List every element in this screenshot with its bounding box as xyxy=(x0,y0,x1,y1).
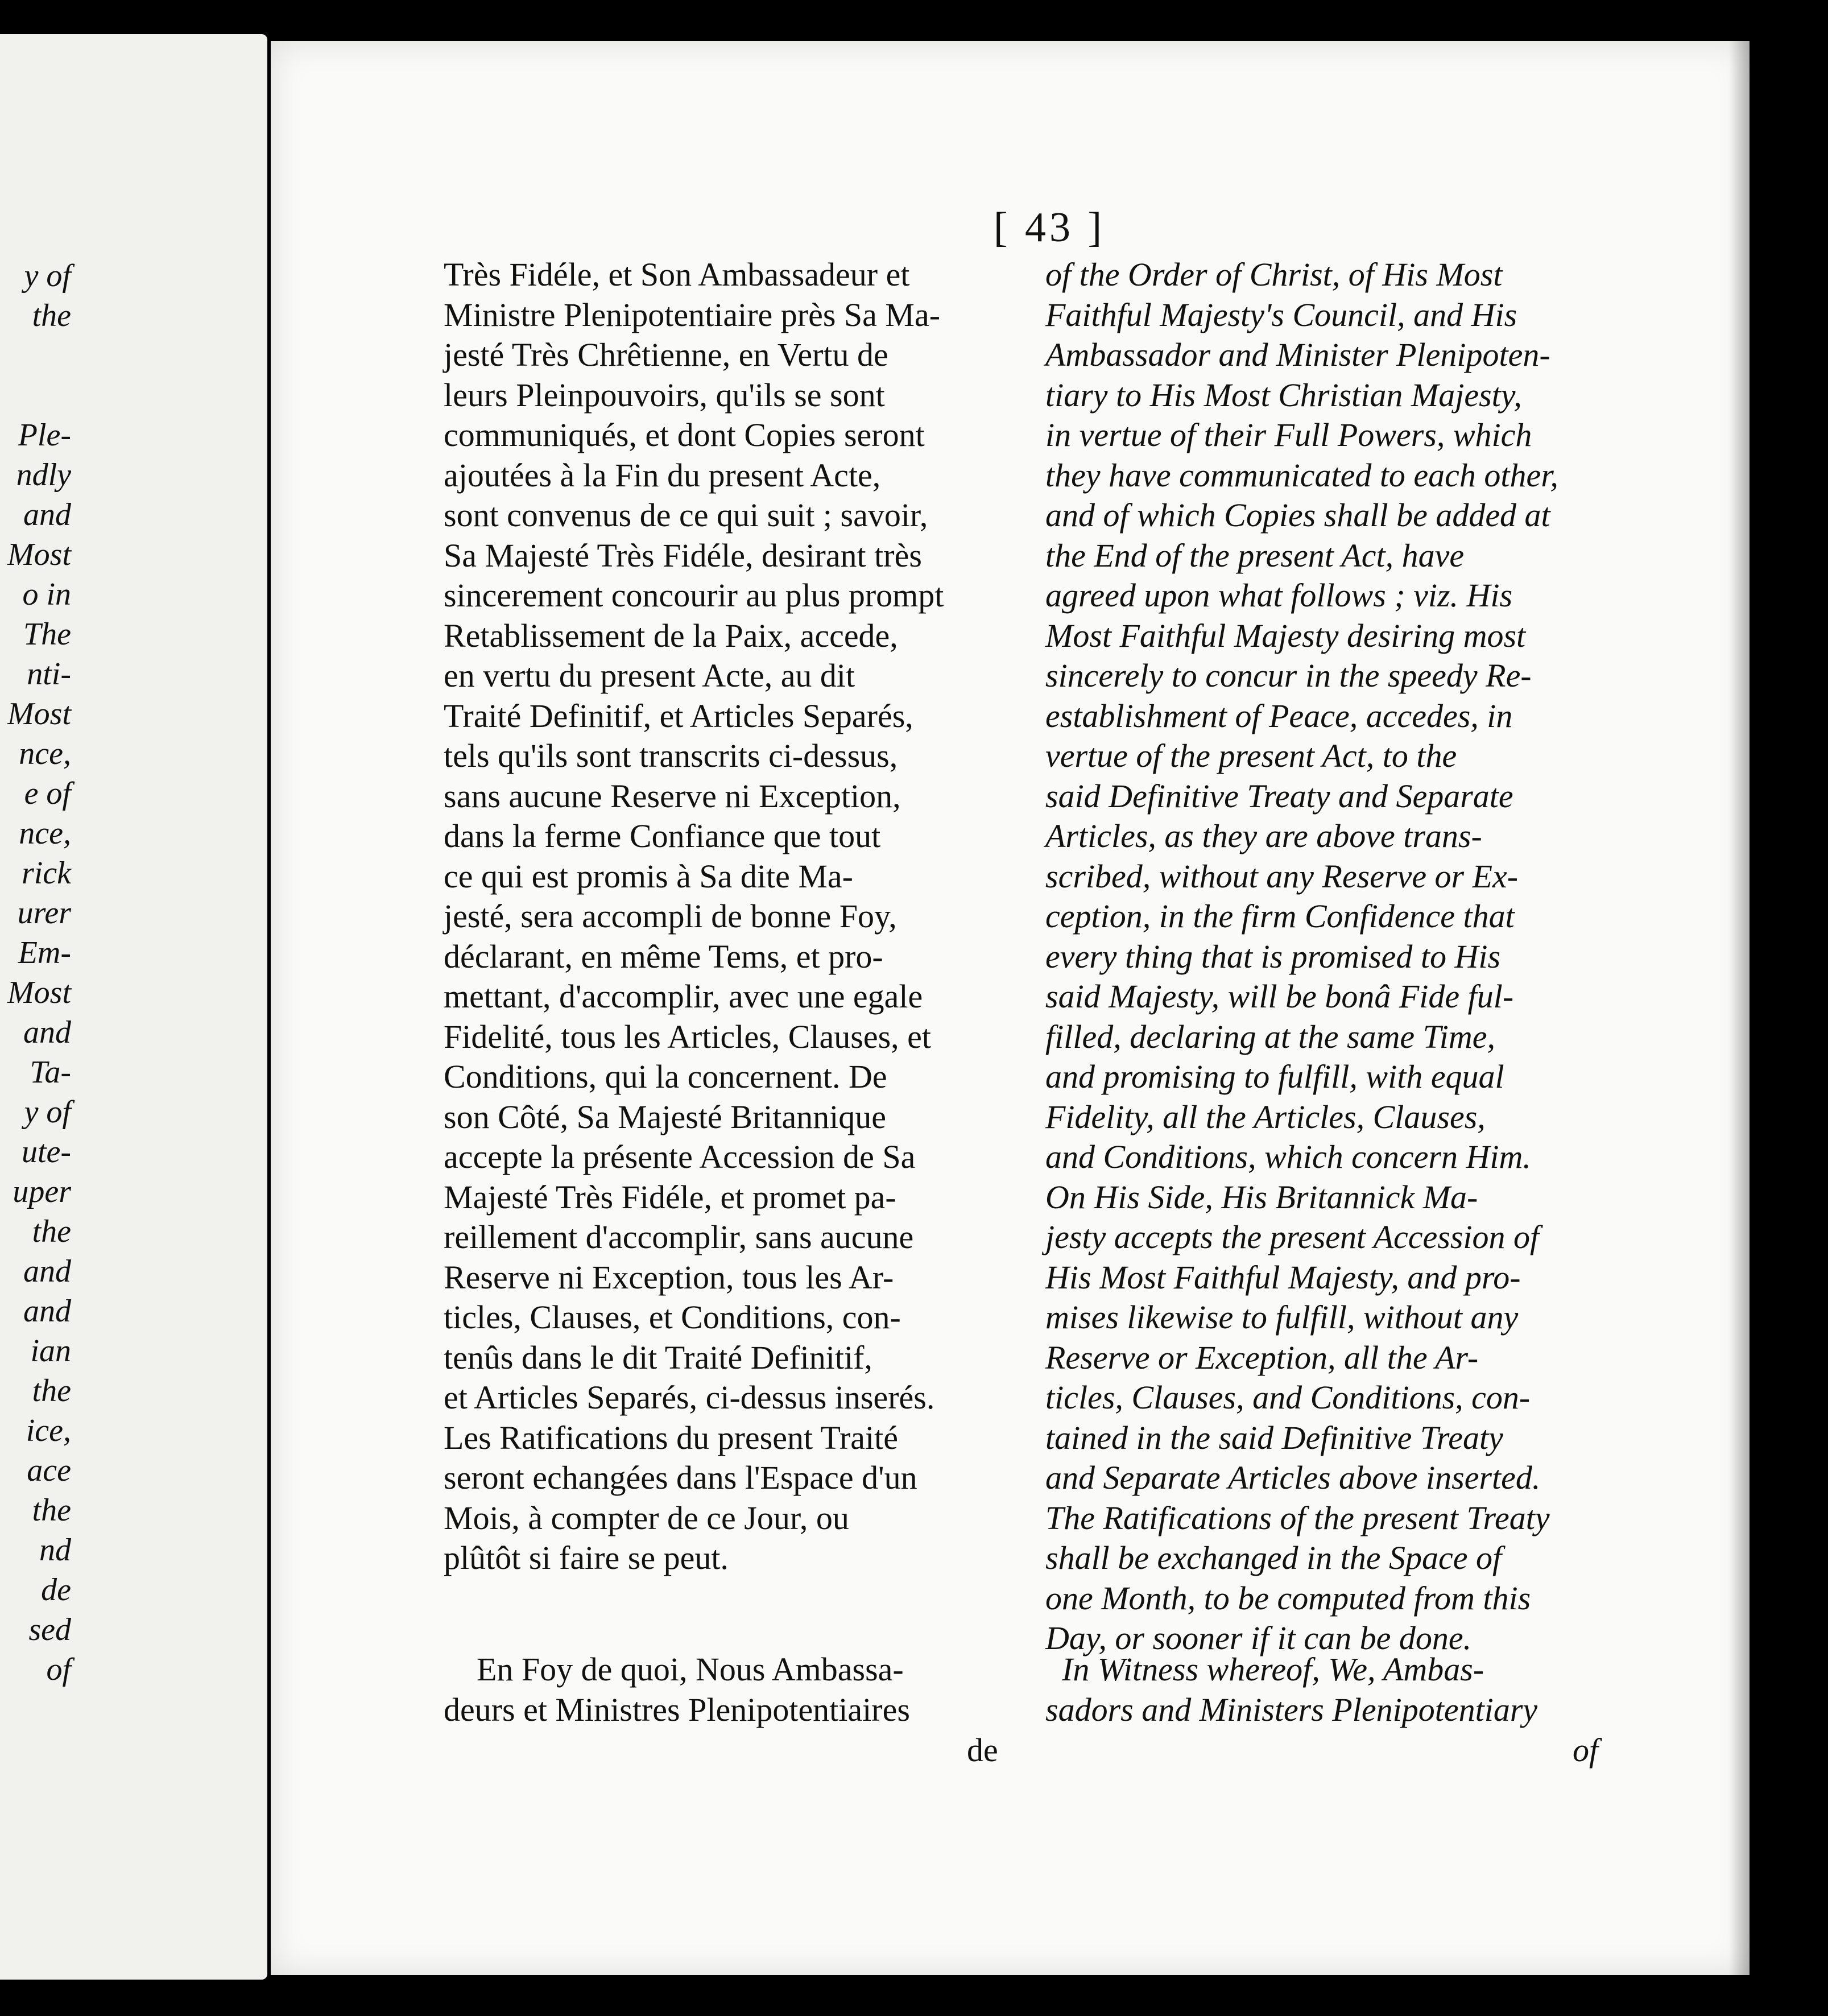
french-text-column xyxy=(444,255,1007,1579)
french-text-line: seront echangées dans l'Espace d'un xyxy=(444,1459,917,1496)
french-text-line: communiqués, et dont Copies seront xyxy=(444,416,925,453)
french-text-line: dans la ferme Confiance que tout xyxy=(444,817,881,854)
english-text-line: vertue of the present Act, to the xyxy=(1045,737,1457,774)
english-text-line: and of which Copies shall be added at xyxy=(1045,497,1550,534)
english-text-line: shall be exchanged in the Space of xyxy=(1045,1539,1502,1576)
english-text-line: said Definitive Treaty and Separate xyxy=(1045,777,1513,815)
english-text-line: said Majesty, will be bonâ Fide ful- xyxy=(1045,978,1514,1015)
page-number: [ 43 ] xyxy=(993,204,1106,251)
english-text-line: Reserve or Exception, all the Ar- xyxy=(1045,1339,1479,1376)
french-text-line: sans aucune Reserve ni Exception, xyxy=(444,777,901,815)
english-text-line: and Separate Articles above inserted. xyxy=(1045,1459,1541,1496)
french-text-line: Traité Definitif, et Articles Separés, xyxy=(444,697,913,734)
french-text-line: Fidelité, tous les Articles, Clauses, et xyxy=(444,1018,932,1055)
english-text-line: filled, declaring at the same Time, xyxy=(1045,1018,1495,1055)
french-text-line: plûtôt si faire se peut. xyxy=(444,1539,729,1576)
english-text-line: agreed upon what follows ; viz. His xyxy=(1045,577,1513,614)
english-text-line: scribed, without any Reserve or Ex- xyxy=(1045,857,1519,895)
english-text-line: they have communicated to each other, xyxy=(1045,456,1558,494)
facing-page-edge xyxy=(0,34,267,1980)
english-text-line: ception, in the firm Confidence that xyxy=(1045,898,1515,935)
english-text-column xyxy=(1045,255,1608,1659)
french-text-line: ce qui est promis à Sa dite Ma- xyxy=(444,857,853,895)
english-text-line: On His Side, His Britannick Ma- xyxy=(1045,1178,1478,1216)
french-text-line: jesté, sera accompli de bonne Foy, xyxy=(444,898,897,935)
french-text-line: Ministre Plenipotentiaire près Sa Ma- xyxy=(444,296,941,333)
french-text-line: et Articles Separés, ci-dessus inserés. xyxy=(444,1379,935,1416)
french-text-line: Reserve ni Exception, tous les Ar- xyxy=(444,1258,894,1296)
english-text-line: jesty accepts the present Accession of xyxy=(1045,1218,1540,1255)
english-text-line: sincerely to concur in the speedy Re- xyxy=(1045,657,1532,694)
french-tail-line: En Foy de quoi, Nous Ambassa- xyxy=(444,1651,904,1688)
english-text-line: Ambassador and Minister Plenipoten- xyxy=(1045,336,1550,373)
english-text-line: one Month, to be computed from this xyxy=(1045,1579,1531,1617)
english-text-line: in vertue of their Full Powers, which xyxy=(1045,416,1532,453)
french-text-line: en vertu du present Acte, au dit xyxy=(444,657,855,694)
french-text-line: tenûs dans le dit Traité Definitif, xyxy=(444,1339,872,1376)
french-text-line: sincerement concourir au plus prompt xyxy=(444,577,944,614)
french-text-line: leurs Pleinpouvoirs, qu'ils se sont xyxy=(444,376,885,414)
french-text-line: mettant, d'accomplir, avec une egale xyxy=(444,978,923,1015)
english-text-line: Most Faithful Majesty desiring most xyxy=(1045,617,1526,654)
french-closing-paragraph xyxy=(444,1650,1007,1730)
french-tail-line: deurs et Ministres Plenipotentiaires xyxy=(444,1691,910,1728)
english-text-line: Faithful Majesty's Council, and His xyxy=(1045,296,1517,333)
english-text-line: establishment of Peace, accedes, in xyxy=(1045,697,1513,734)
french-text-line: sont convenus de ce qui suit ; savoir, xyxy=(444,497,928,534)
french-text-line: son Côté, Sa Majesté Britannique xyxy=(444,1098,887,1135)
english-text-line: Articles, as they are above trans- xyxy=(1045,817,1482,854)
english-text-line: of the Order of Christ, of His Most xyxy=(1045,256,1503,293)
french-text-line: Les Ratifications du present Traité xyxy=(444,1419,898,1456)
english-text-line: mises likewise to fulfill, without any xyxy=(1045,1299,1519,1336)
french-text-line: ticles, Clauses, et Conditions, con- xyxy=(444,1299,901,1336)
english-text-line: tained in the said Definitive Treaty xyxy=(1045,1419,1503,1456)
french-catchword: de xyxy=(967,1732,998,1769)
english-catchword: of xyxy=(1573,1732,1599,1769)
english-closing-paragraph xyxy=(1045,1650,1608,1730)
english-text-line: The Ratifications of the present Treaty xyxy=(1045,1499,1550,1536)
english-text-line: the End of the present Act, have xyxy=(1045,536,1465,574)
french-text-line: déclarant, en même Tems, et pro- xyxy=(444,937,883,975)
french-text-line: jesté Très Chrêtienne, en Vertu de xyxy=(444,336,888,373)
french-text-line: ajoutées à la Fin du present Acte, xyxy=(444,456,881,494)
english-text-line: His Most Faithful Majesty, and pro- xyxy=(1045,1258,1521,1296)
french-text-line: tels qu'ils sont transcrits ci-dessus, xyxy=(444,737,898,774)
french-text-line: Majesté Très Fidéle, et promet pa- xyxy=(444,1178,896,1216)
english-tail-line: In Witness whereof, We, Ambas- xyxy=(1045,1651,1484,1688)
french-text-line: reillement d'accomplir, sans aucune xyxy=(444,1218,914,1255)
english-text-line: Fidelity, all the Articles, Clauses, xyxy=(1045,1098,1486,1135)
french-text-line: Sa Majesté Très Fidéle, desirant très xyxy=(444,536,922,574)
english-text-line: ticles, Clauses, and Conditions, con- xyxy=(1045,1379,1531,1416)
french-text-line: accepte la présente Accession de Sa xyxy=(444,1138,916,1175)
facing-page-text-fragment: y of the Ple- ndly and Most o in The nti- Most nce, e of nce, rick urer Em- Most and Ta- y of ute- uper the and and ian the ice, ace the nd de sed of xyxy=(7,258,71,1687)
french-text-line: Conditions, qui la concernent. De xyxy=(444,1058,887,1095)
english-text-line: and promising to fulfill, with equal xyxy=(1045,1058,1504,1095)
english-text-line: and Conditions, which concern Him. xyxy=(1045,1138,1531,1175)
french-text-line: Très Fidéle, et Son Ambassadeur et xyxy=(444,256,910,293)
french-text-line: Mois, à compter de ce Jour, ou xyxy=(444,1499,849,1536)
english-text-line: every thing that is promised to His xyxy=(1045,937,1501,975)
english-tail-line: sadors and Ministers Plenipotentiary xyxy=(1045,1691,1538,1728)
french-text-line: Retablissement de la Paix, accede, xyxy=(444,617,898,654)
english-text-line: Day, or sooner if it can be done. xyxy=(1045,1620,1472,1656)
english-text-line: tiary to His Most Christian Majesty, xyxy=(1045,376,1522,414)
